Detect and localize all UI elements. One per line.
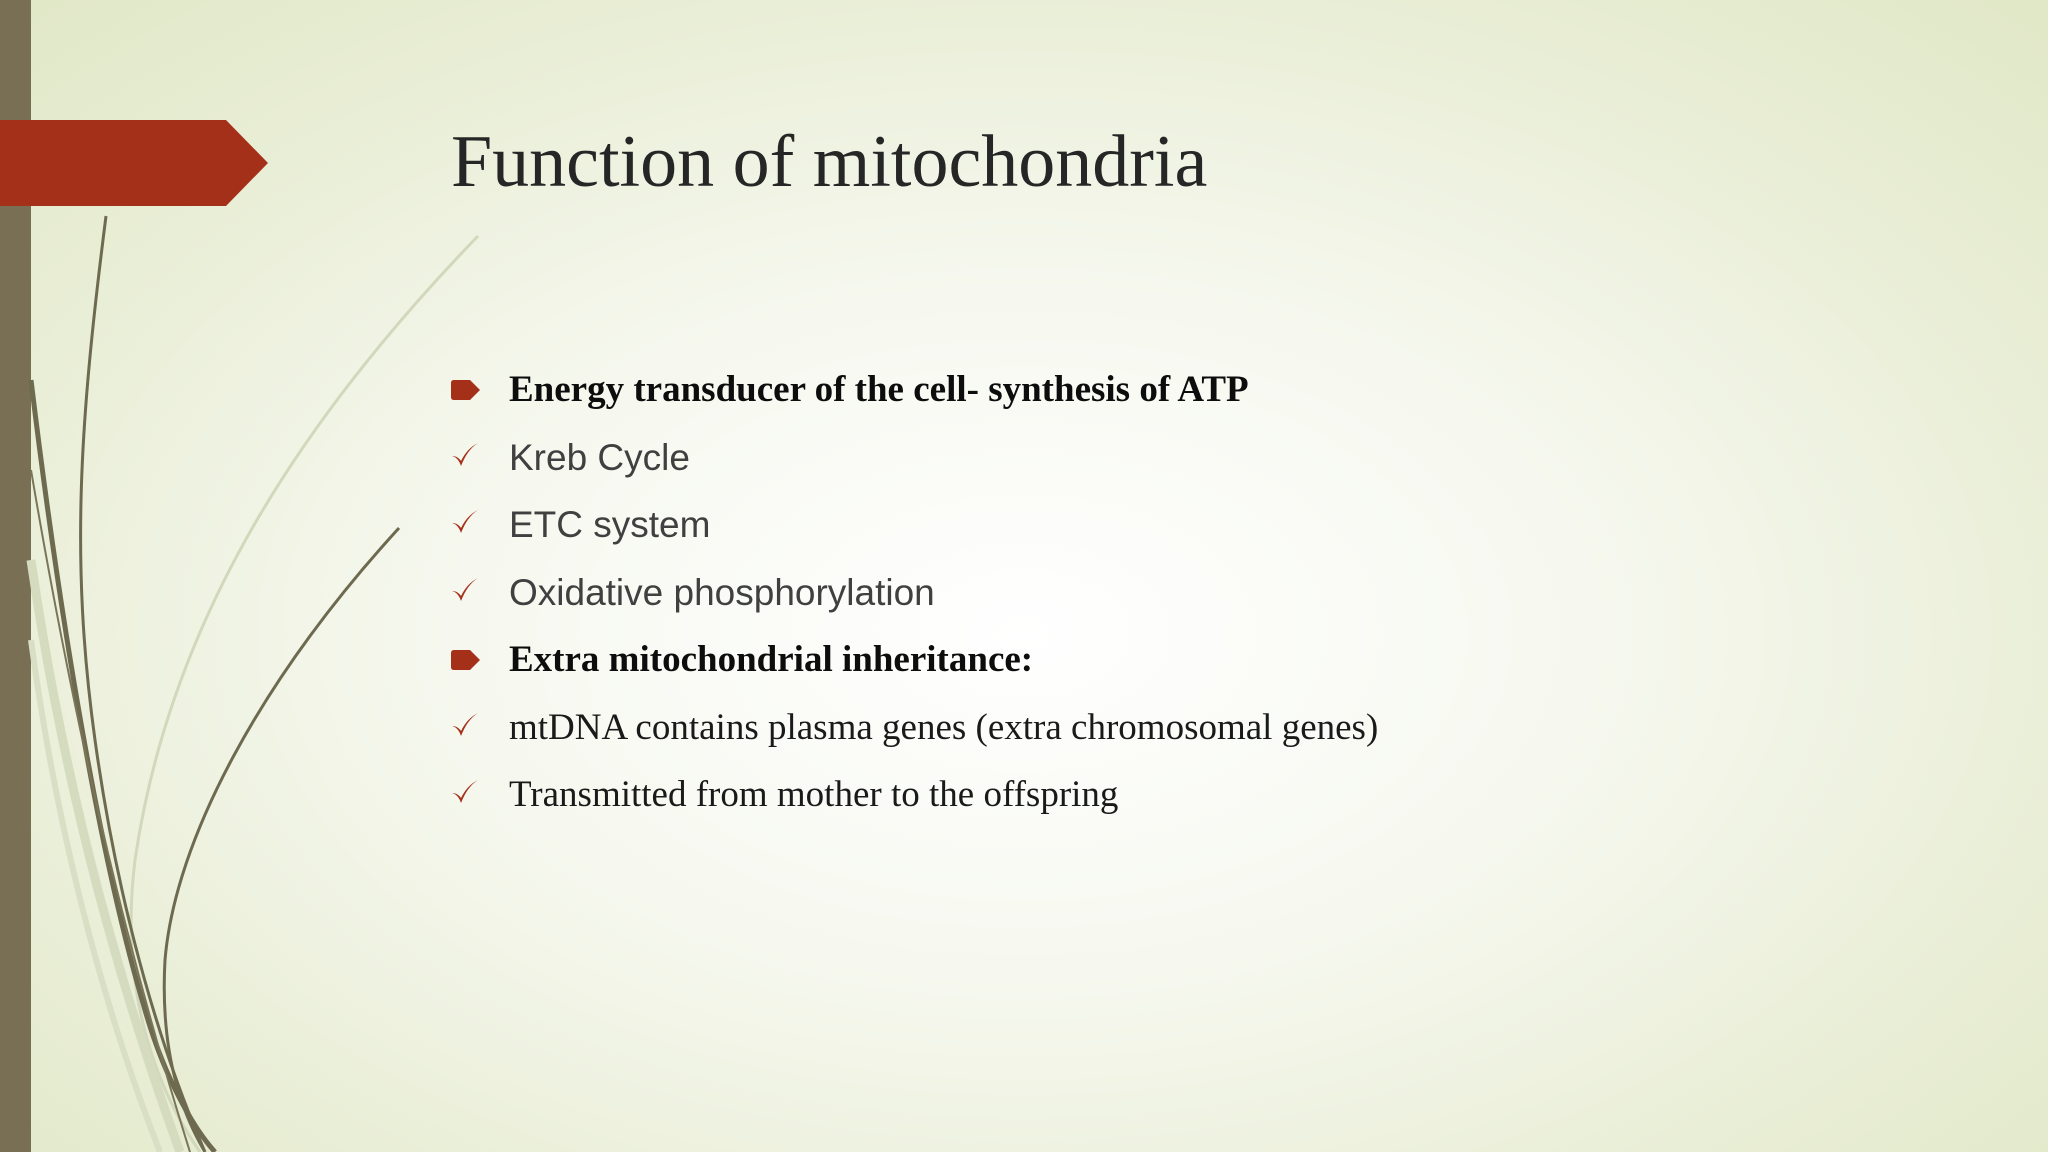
bullet-item	[451, 702, 1378, 770]
light-curve	[131, 236, 478, 1152]
bullet-text: Extra mitochondrial inheritance:	[509, 639, 1034, 680]
dark-curve	[31, 380, 215, 1152]
dark-curve	[81, 216, 205, 1152]
bullet-item	[451, 364, 1378, 432]
bullet-text: mtDNA contains plasma genes (extra chromosomal genes)	[509, 706, 1379, 748]
checkmark-icon	[451, 702, 485, 754]
slide-title: Function of mitochondria	[451, 121, 1208, 203]
arrow-bullet-icon	[451, 634, 485, 686]
checkmark-icon	[451, 567, 485, 619]
bullet-item	[451, 432, 1378, 500]
bullet-text: Kreb Cycle	[509, 436, 690, 478]
bullet-text: Transmitted from mother to the offspring	[509, 774, 1119, 815]
bullet-item	[451, 769, 1378, 837]
bullet-item	[451, 499, 1378, 567]
bullet-text: Oxidative phosphorylation	[509, 571, 935, 613]
arrow-bullet-icon	[451, 364, 485, 416]
bullet-text: ETC system	[509, 504, 711, 545]
checkmark-icon	[451, 769, 485, 821]
dark-curve	[164, 528, 399, 1152]
bullet-text: Energy transducer of the cell- synthesis of ATP	[509, 369, 1249, 410]
title-accent-tab	[0, 120, 268, 206]
bullet-list	[451, 364, 1378, 837]
checkmark-icon	[451, 432, 485, 484]
bullet-item	[451, 634, 1378, 702]
bullet-item	[451, 567, 1378, 635]
checkmark-icon	[451, 499, 485, 551]
